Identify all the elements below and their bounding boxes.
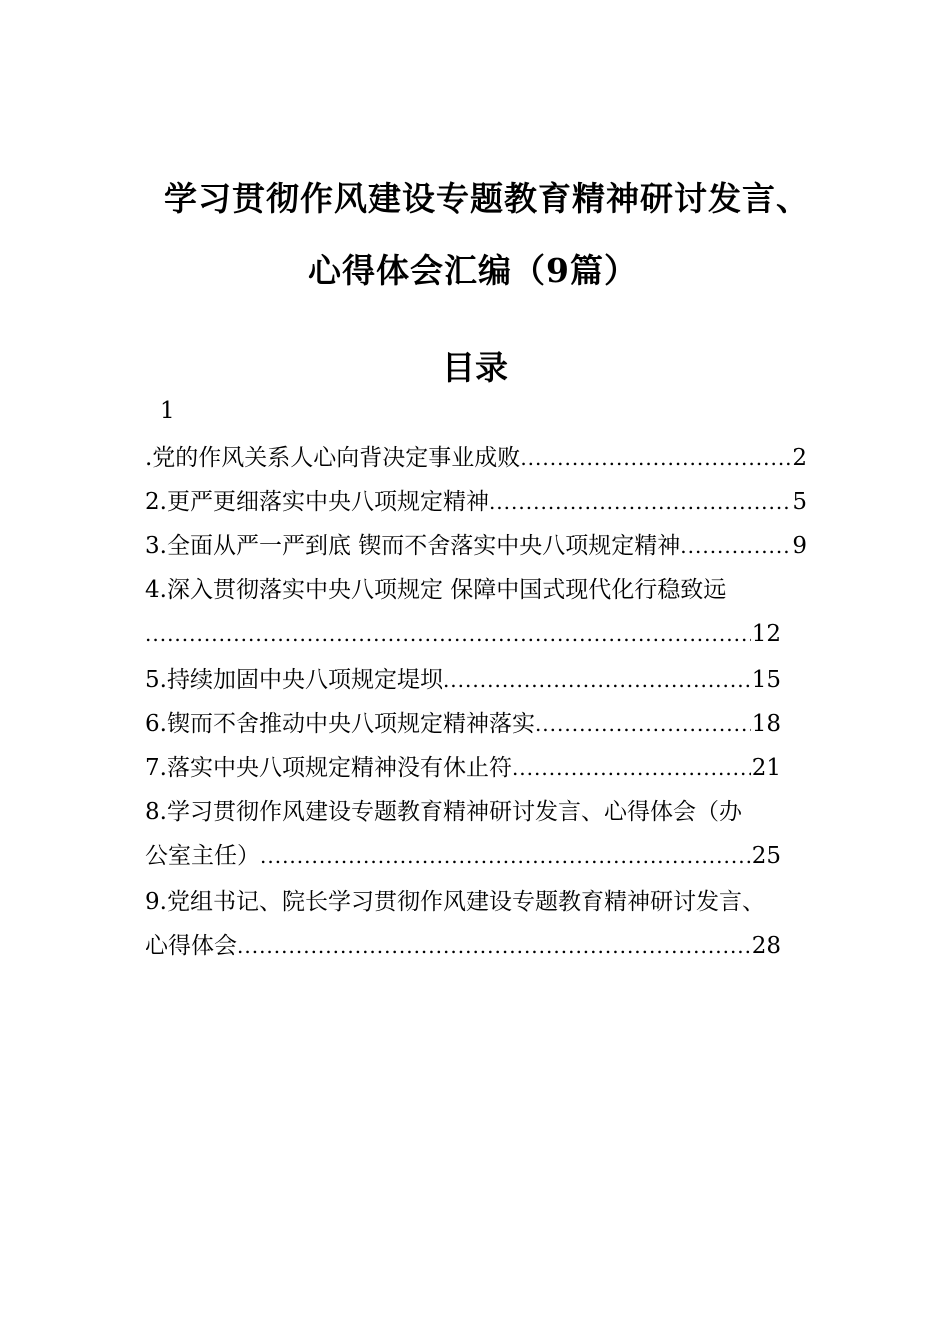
document-title-line-1: 学习贯彻作风建设专题教育精神研讨发言、 [164,179,810,218]
toc-page-number: 9 [792,533,807,559]
toc-entry-4[interactable] [145,568,807,656]
toc-entry-title-line-1: 8.学习贯彻作风建设专题教育精神研讨发言、心得体会（办 [145,799,742,825]
toc-dot-leader [489,480,791,524]
toc-entry-6[interactable] [145,702,781,746]
toc-dot-leader [520,436,791,480]
document-title-line-2: 心得体会汇编（9篇） [308,251,638,290]
toc-entry-2[interactable] [145,480,807,524]
toc-page-number: 12 [751,621,781,647]
toc-entry-3[interactable] [145,524,807,568]
toc-dot-leader [260,834,751,878]
toc-entry-title: 3.全面从严一严到底 锲而不舍落实中央八项规定精神 [145,533,681,559]
toc-entry-title: 7.落实中央八项规定精神没有休止符 [145,755,512,781]
toc-heading: 目录 [442,348,508,387]
toc-dot-leader [680,524,791,568]
toc-entry-5[interactable] [145,658,781,702]
toc-dot-leader [443,658,751,702]
toc-page-number: 21 [751,755,781,781]
toc-stray-number: 1 [160,398,175,424]
toc-entry-title-line-2: 公室主任） [145,843,260,869]
toc-entry-7[interactable] [145,746,781,790]
toc-page-number: 25 [751,843,781,869]
toc-dot-leader [535,702,751,746]
toc-entry-title-line-2: 心得体会 [145,933,237,959]
toc-entry-9[interactable] [145,880,807,968]
toc-page-number: 15 [751,667,781,693]
toc-dot-leader [512,746,751,790]
toc-page-number: 28 [751,933,781,959]
toc-entry-title: .党的作风关系人心向背决定事业成败 [145,445,521,471]
toc-page-number: 5 [792,489,807,515]
toc-entry-8[interactable] [145,790,807,878]
toc-entry-1[interactable] [145,436,807,480]
toc-entry-title: 5.持续加固中央八项规定堤坝 [145,667,443,693]
toc-entry-title: 4.深入贯彻落实中央八项规定 保障中国式现代化行稳致远 [145,577,727,603]
toc-entry-title-line-1: 9.党组书记、院长学习贯彻作风建设专题教育精神研讨发言、 [145,889,765,915]
toc-page-number: 18 [751,711,781,737]
toc-entry-title: 6.锲而不舍推动中央八项规定精神落实 [145,711,535,737]
toc-dot-leader [237,924,751,968]
toc-entry-title: 2.更严更细落实中央八项规定精神 [145,489,489,515]
toc-dot-leader [145,612,751,656]
toc-page-number: 2 [792,445,807,471]
